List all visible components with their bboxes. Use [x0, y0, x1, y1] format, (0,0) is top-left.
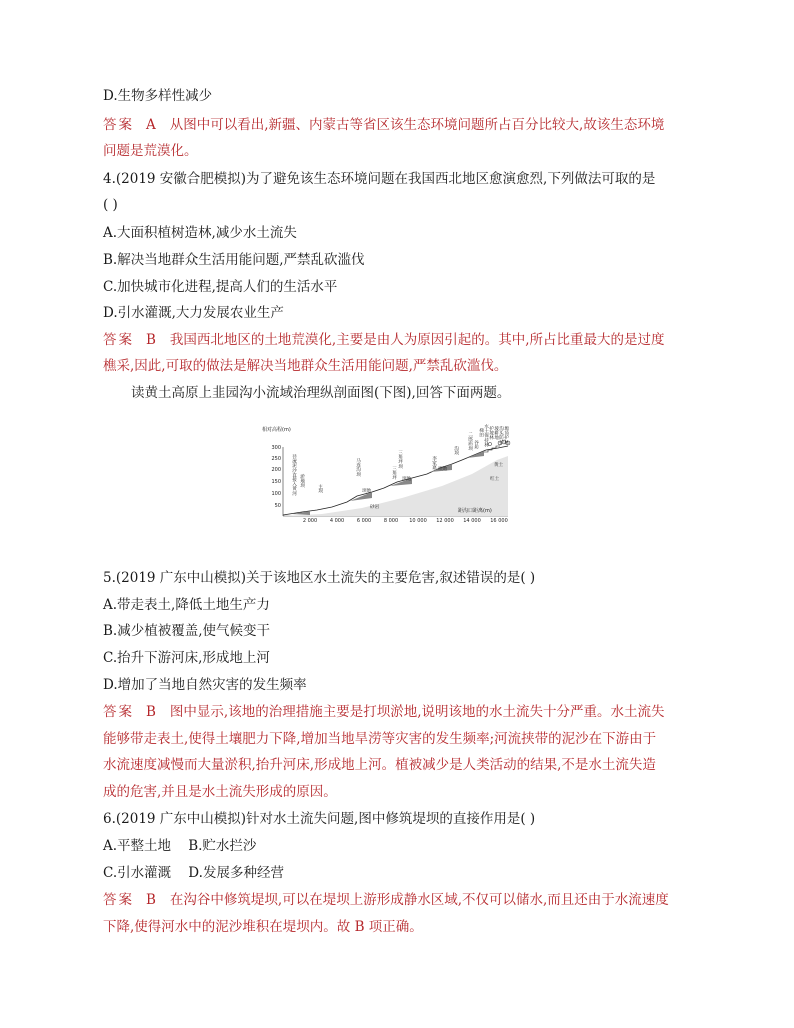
option-a-line: A.带走表土,降低土地生产力 [103, 597, 270, 613]
label: 三角坪 [391, 466, 397, 480]
y-ticks [271, 445, 281, 509]
y-tick: 200 [271, 467, 281, 473]
option-b-line: B.解决当地群众生活用能问题,严禁乱砍滥伐 [103, 252, 365, 268]
x-tick: 2 000 [302, 518, 318, 522]
x-ticks [303, 518, 508, 522]
answer-line: 问题是荒漠化。 [103, 143, 198, 159]
profile-svg [262, 422, 522, 522]
x-tick: 4 000 [329, 518, 345, 522]
label: 马连沟坝 [355, 458, 361, 477]
question-6: 6.(2019 广东中山模拟)针对水土流失问题,图中修筑堤坝的直接作用是( ) [103, 811, 536, 827]
label: 水土保持林 [483, 424, 489, 447]
label: 径流泥沙直接入黄河 [291, 454, 297, 496]
y-axis-label: 相对高程(m) [262, 427, 291, 433]
option-c-line: C.加快城市化进程,提高人们的生活水平 [103, 279, 338, 295]
label: 坝地 [362, 489, 372, 494]
x-tick: 16 000 [490, 518, 508, 522]
label: 坝地 [438, 467, 448, 472]
option-d-line: D.引水灌溉,大力发展农业生产 [103, 305, 284, 321]
label: 李家寨 [431, 456, 437, 470]
question-4: 4.(2019 安徽合肥模拟)为了避免该生态环境问题在我国西北地区愈演愈烈,下列做法可取的是 [103, 171, 656, 187]
option-a-line: A.大面积植树造林,减少水土流失 [103, 225, 297, 241]
answer-line: 答案 B 在沟谷中修筑堤坝,可以在堤坝上游形成静水区域,不仅可以储水,而且还由于水流速度 [103, 892, 669, 908]
x-axis-label: 距沟口距离(m) [458, 508, 492, 514]
label: 主坝 [317, 484, 323, 494]
answer-line: 樵采,因此,可取的做法是解决当地群众生活用能问题,严禁乱砍滥伐。 [103, 358, 508, 374]
figure-intro: 读黄土高原上韭园沟小流域治理纵剖面图(下图),回答下面两题。 [131, 385, 511, 401]
profile-figure [262, 422, 522, 522]
y-tick: 300 [271, 445, 281, 451]
option-d-line: D.增加了当地自然灾害的发生频率 [103, 677, 307, 693]
answer-line: 答案 B 图中显示,该地的治理措施主要是打坝淤地,说明该地的水土流失十分严重。水土流失 [103, 704, 665, 720]
answer-line: 成的危害,并且是水土流失形成的原因。 [103, 784, 337, 800]
label: 砂岩 [370, 505, 380, 510]
y-tick: 150 [271, 479, 281, 485]
label: 谷坊 [473, 440, 479, 450]
answer-line: 下降,使得河水中的泥沙堆积在堤坝内。故 B 项正确。 [103, 919, 423, 935]
label: 坝地 [402, 477, 412, 482]
x-tick: 14 000 [463, 518, 481, 522]
label: 护坡林 [488, 426, 494, 440]
question-4-blank: ( ) [103, 197, 118, 213]
x-tick: 12 000 [436, 518, 454, 522]
question-5: 5.(2019 广东中山模拟)关于该地区水土流失的主要危害,叙述错误的是( ) [103, 570, 536, 586]
y-tick: 50 [274, 503, 281, 509]
option-c-line: C.抬升下游河床,形成地上河 [103, 650, 270, 666]
options-ab-line: A.平整土地 B.贮水拦沙 [103, 838, 257, 854]
answer-line: 答案 B 我国西北地区的土地荒漠化,主要是由人为原因引起的。其中,所占比重最大的是过度 [103, 332, 665, 348]
label: 黄土 [494, 463, 504, 468]
option-b-line: B.减少植被覆盖,使气候变干 [103, 623, 271, 639]
y-tick: 250 [271, 456, 281, 462]
x-tick: 10 000 [409, 518, 427, 522]
y-tick: 100 [271, 491, 281, 497]
label: 二郎庙坝 [467, 432, 473, 451]
answer-line: 答案 A 从图中可以看出,新疆、内蒙古等省区该生态环境问题所占百分比较大,故该生态环境 [103, 117, 665, 133]
label: 梯田 [478, 428, 484, 438]
label: 塬顶护林 [503, 426, 509, 445]
x-tick: 6 000 [356, 518, 372, 522]
label: 沟头防护 [498, 426, 504, 445]
label: 沟坝 [453, 446, 459, 456]
label: 三角坪坝 [397, 450, 403, 469]
options-cd-line: C.引水灌溉 D.发展多种经营 [103, 865, 284, 881]
answer-line: 能够带走表土,使得土壤肥力下降,增加当地旱涝等灾害的发生频率;河流挟带的泥沙在下游由于 [103, 731, 657, 747]
label: 红土 [490, 477, 500, 482]
x-tick: 8 000 [383, 518, 399, 522]
option-d-line: D.生物多样性减少 [103, 88, 213, 104]
label: 坡耕地 [493, 426, 499, 440]
answer-line: 水流速度减慢而大量淤积,抬升河床,形成地上河。植被减少是人类活动的结果,不是水土流失造 [103, 757, 656, 773]
label: 淤地坝 [299, 474, 305, 488]
